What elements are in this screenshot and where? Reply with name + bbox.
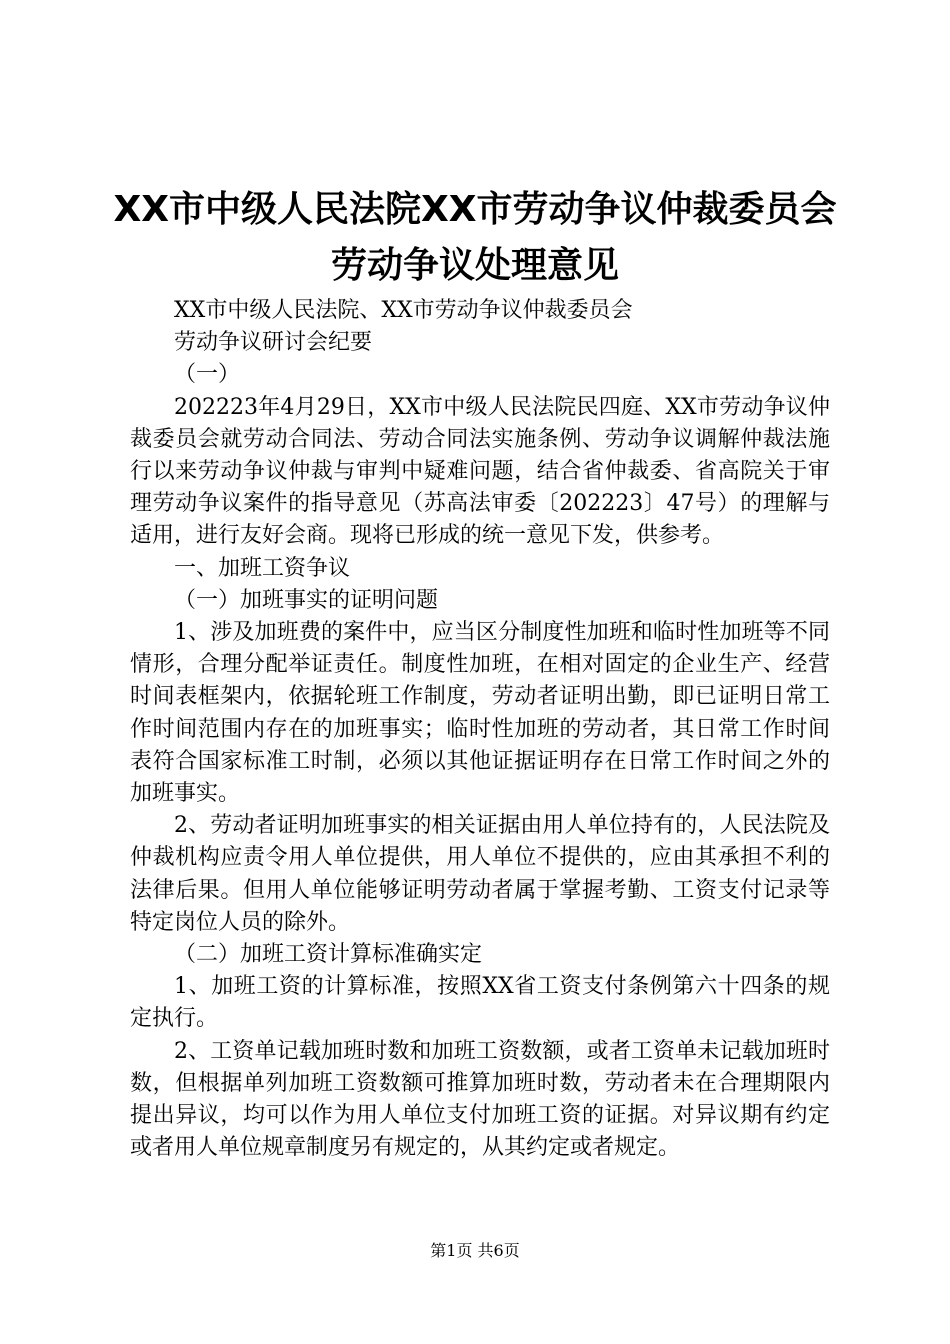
section-marker: （一）	[174, 362, 241, 388]
paragraph-proof-1: 1、涉及加班费的案件中，应当区分制度性加班和临时性加班等不同情形，合理分配举证责任。制度性加班，在相对固定的企业生产、经营时间表框架内，依据轮班工作制度，劳动者证明出勤，即已证明日常工作时间范围内存在的加班事实；临时性加班的劳动者，其日常工作时间表符合国家标准工时制，必须以其他证据证明存在日常工作时间之外的加班事实。	[130, 620, 830, 807]
subheading-overtime-wage-standard: （二）加班工资计算标准确实定	[174, 942, 483, 968]
subtitle-organizations: XX市中级人民法院、XX市劳动争议仲裁委员会	[174, 298, 633, 323]
document-title-line-1: XX市中级人民法院XX市劳动争议仲裁委员会	[113, 189, 837, 230]
paragraph-intro: 202223年4月29日，XX市中级人民法院民四庭、XX市劳动争议仲裁委员会就劳动合同法、劳动合同法实施条例、劳动争议调解仲裁法施行以来劳动争议仲裁与审判中疑难问题，结合省仲裁委、省高院关于审理劳动争议案件的指导意见（苏高法审委〔202223〕47号）的理解与适用，进行友好会商。现将已形成的统一意见下发，供参考。	[130, 394, 830, 549]
paragraph-standard-1: 1、加班工资的计算标准，按照XX省工资支付条例第六十四条的规定执行。	[130, 974, 830, 1032]
heading-overtime-disputes: 一、加班工资争议	[174, 555, 351, 581]
page-footer: 第1页 共6页	[430, 1241, 520, 1260]
subtitle-minutes: 劳动争议研讨会纪要	[174, 330, 373, 356]
document-title-line-2: 劳动争议处理意见	[330, 245, 619, 286]
subheading-overtime-proof: （一）加班事实的证明问题	[174, 587, 439, 613]
document-body	[130, 295, 830, 1164]
paragraph-standard-2: 2、工资单记载加班时数和加班工资数额，或者工资单未记载加班时数，但根据单列加班工资数额可推算加班时数，劳动者未在合理期限内提出异议，均可以作为用人单位支付加班工资的证据。对异议期有约定或者用人单位规章制度另有规定的，从其约定或者规定。	[130, 1038, 830, 1161]
paragraph-proof-2: 2、劳动者证明加班事实的相关证据由用人单位持有的，人民法院及仲裁机构应责令用人单位提供，用人单位不提供的，应由其承担不利的法律后果。但用人单位能够证明劳动者属于掌握考勤、工资支付记录等特定岗位人员的除外。	[130, 813, 830, 935]
